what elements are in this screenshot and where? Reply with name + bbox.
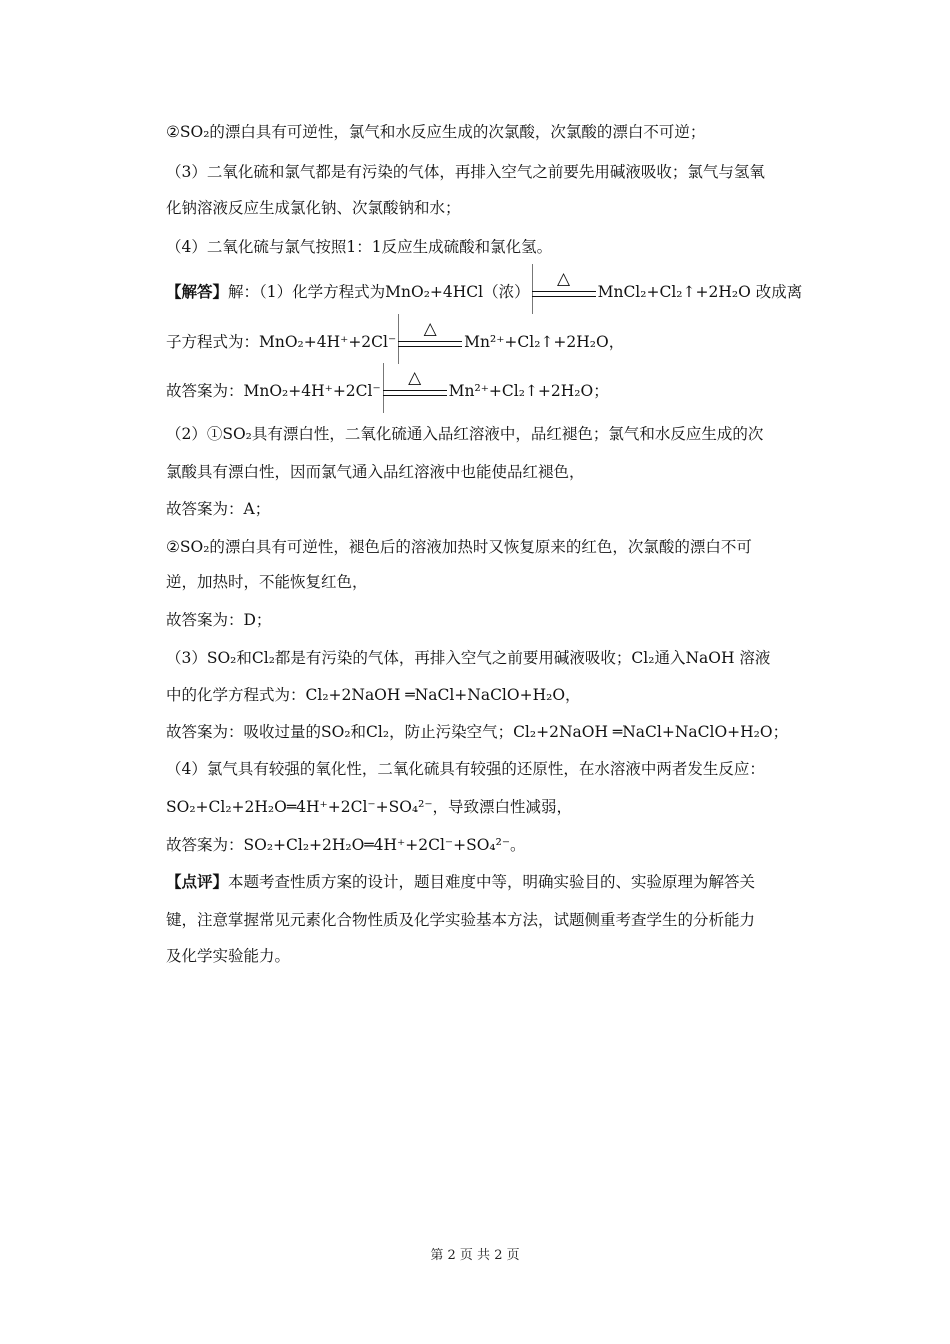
equation-right: MnCl₂+Cl₂↑+2H₂O 改成离 bbox=[597, 283, 803, 301]
text-line: （4）氯气具有较强的氧化性，二氧化硫具有较强的还原性，在水溶液中两者发生反应： bbox=[166, 760, 765, 778]
text-line: （3）二氧化硫和氯气都是有污染的气体，再排入空气之前要先用碱液吸收；氯气与氢氧 bbox=[166, 163, 765, 181]
text-line: （2）①SO₂具有漂白性，二氧化硫通入品红溶液中，品红褪色；氯气和水反应生成的次 bbox=[166, 425, 764, 443]
text-line: ②SO₂的漂白具有可逆性，氯气和水反应生成的次氯酸，次氯酸的漂白不可逆； bbox=[166, 123, 706, 141]
text-line: SO₂+Cl₂+2H₂O═4H⁺+2Cl⁻+SO₄²⁻，导致漂白性减弱， bbox=[166, 798, 573, 816]
heating-condition-sign bbox=[398, 320, 462, 358]
equation-left: 子方程式为：MnO₂+4H⁺+2Cl⁻ bbox=[166, 333, 397, 351]
text-line: ②SO₂的漂白具有可逆性，褪色后的溶液加热时又恢复原来的红色，次氯酸的漂白不可 bbox=[166, 538, 752, 556]
heating-condition-sign bbox=[383, 369, 447, 407]
text-line: （4）二氧化硫与氯气按照1：1反应生成硫酸和氯化氢。 bbox=[166, 238, 553, 256]
text-line: 故答案为：吸收过量的SO₂和Cl₂，防止污染空气；Cl₂+2NaOH ═NaCl+NaClO+H₂O； bbox=[166, 723, 789, 741]
answer-tag: 【解答】 bbox=[166, 282, 229, 301]
delta-icon: △ bbox=[423, 319, 437, 339]
delta-icon: △ bbox=[408, 368, 422, 388]
text-line: 化钠溶液反应生成氯化钠、次氯酸钠和水； bbox=[166, 199, 461, 217]
comment-text: 本题考查性质方案的设计，题目难度中等，明确实验目的、实验原理为解答关 bbox=[228, 873, 756, 891]
text-line: 逆，加热时，不能恢复红色， bbox=[166, 573, 368, 591]
answer-line-1 bbox=[166, 269, 816, 304]
delta-icon: △ bbox=[557, 269, 571, 289]
equation-left: 故答案为：MnO₂+4H⁺+2Cl⁻ bbox=[166, 382, 381, 400]
comment-line-3: 及化学实验能力。 bbox=[166, 947, 291, 965]
equation-right: Mn²⁺+Cl₂↑+2H₂O； bbox=[448, 382, 609, 400]
page-footer: 第 2 页 共 2 页 bbox=[430, 1248, 520, 1263]
comment-tag: 【点评】 bbox=[166, 872, 229, 891]
text-line: 故答案为：A； bbox=[166, 500, 271, 518]
equation-right: Mn²⁺+Cl₂↑+2H₂O， bbox=[464, 333, 625, 351]
comment-line-2: 键，注意掌握常见元素化合物性质及化学实验基本方法，试题侧重考查学生的分析能力 bbox=[166, 911, 756, 929]
text-line: 氯酸具有漂白性，因而氯气通入品红溶液中也能使品红褪色， bbox=[166, 463, 585, 481]
heating-condition-sign bbox=[532, 270, 596, 308]
text-line: （3）SO₂和Cl₂都是有污染的气体，再排入空气之前要用碱液吸收；Cl₂通入NaOH 溶液 bbox=[166, 649, 771, 667]
comment-line-1 bbox=[166, 867, 816, 897]
text-line: 故答案为：SO₂+Cl₂+2H₂O═4H⁺+2Cl⁻+SO₄²⁻。 bbox=[166, 836, 526, 854]
text-line: 中的化学方程式为：Cl₂+2NaOH ═NaCl+NaClO+H₂O， bbox=[166, 686, 581, 704]
answer-line-2 bbox=[166, 319, 816, 354]
text-line: 故答案为：D； bbox=[166, 611, 272, 629]
answer-line-3 bbox=[166, 368, 816, 403]
equation-left: 解：（1）化学方程式为MnO₂+4HCl（浓） bbox=[228, 283, 530, 301]
